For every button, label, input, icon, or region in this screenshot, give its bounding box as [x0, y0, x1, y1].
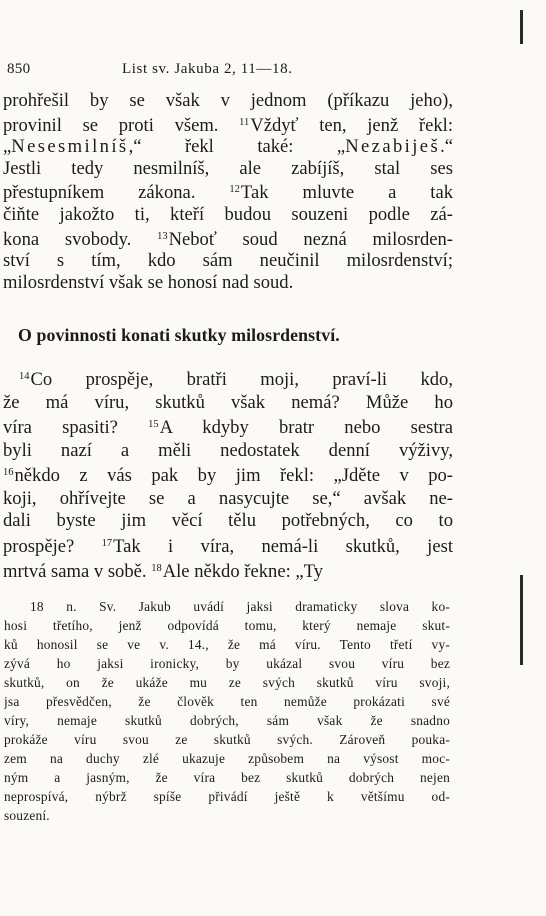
text-run: prohřešil by se však v jednom (příkazu jeho),	[3, 90, 453, 111]
text-run: milosrdenství však se honosí nad soud.	[3, 271, 294, 293]
text-run: provinil se proti všem.	[3, 114, 240, 136]
text-run: víra spasiti?	[3, 417, 149, 438]
text-line	[3, 488, 453, 511]
text-run: Co prospěje, bratři moji, praví-li kdo,	[30, 369, 453, 390]
text-run: Tak i víra, nemá-li skutků, jest	[113, 535, 453, 557]
text-run: koji, ohřívejte se a nasycujte se,“ avšak ne-	[3, 487, 453, 509]
verse-number: 15	[148, 419, 159, 430]
text-line	[3, 90, 453, 112]
verse-number: 18	[151, 563, 162, 574]
text-run: přestupníkem zákona.	[3, 182, 230, 204]
text-run: .“	[440, 136, 453, 158]
footnote-line: zývá ho jaksi ironicky, by ukázal svou víru bez	[4, 656, 450, 671]
text-run: Jestli tedy nesmilníš, ale zabíjíš, stal ses	[3, 157, 453, 179]
text-line	[3, 204, 453, 226]
text-line	[3, 250, 453, 272]
text-line	[3, 366, 453, 392]
text-run: Vždyť ten, jenž řekl:	[250, 114, 453, 136]
footnote-line: hosi třetího, jenž odpovídá tomu, který nemaje skut-	[4, 618, 450, 633]
footnote	[4, 597, 450, 825]
text-line	[3, 510, 453, 533]
text-run: prospěje?	[3, 535, 102, 557]
text-line	[3, 158, 453, 180]
text-line	[3, 414, 453, 440]
text-run: mrtvá sama v sobě.	[3, 561, 152, 582]
footnote-line: ným a jasným, že víra bez skutků dobrých nejen	[4, 770, 450, 785]
footnote-line: zem na duchy zlé ukazuje způsobem na výsost moc-	[4, 751, 450, 766]
text-run: ,“ řekl také: „	[128, 136, 346, 158]
text-line	[3, 533, 453, 559]
spaced-emphasis: Nezabiješ	[345, 136, 441, 158]
verse-number: 16	[3, 467, 14, 478]
text-run: Neboť soud nezná milosrden-	[168, 228, 453, 250]
footnote-line: prokáže víru svou ze skutků svých. Zároveň pouka-	[4, 732, 450, 747]
text-line	[3, 272, 453, 294]
paragraph-verses-14-18	[3, 366, 453, 584]
text-run: A kdyby bratr nebo sestra	[159, 417, 453, 438]
text-line	[3, 392, 453, 415]
running-title: List sv. Jakuba 2, 11—18.	[122, 61, 293, 77]
footnote-line: ků honosil se ve v. 14., že má víru. Tento třetí vy-	[4, 637, 450, 652]
text-line	[3, 226, 453, 251]
verse-number: 12	[229, 184, 240, 196]
text-line	[3, 558, 453, 584]
text-run: někdo z vás pak by jim řekl: „Jděte v po-	[14, 465, 453, 486]
text-run: ství s tím, kdo sám neučinil milosrdenství;	[3, 250, 453, 272]
text-run: dali byste jim věcí tělu potřebných, co to	[3, 510, 453, 531]
verse-number: 13	[157, 230, 168, 242]
text-line	[3, 136, 453, 158]
text-run: kona svobody.	[3, 228, 158, 250]
footnote-line: 18 n. Sv. Jakub uvádí jaksi dramaticky slova ko-	[30, 599, 450, 614]
spaced-emphasis: Nesesmilníš	[11, 136, 129, 158]
verse-number: 11	[239, 116, 250, 128]
text-run: Ale někdo řekne: „Ty	[162, 561, 324, 582]
text-line	[3, 462, 453, 488]
footnote-line: víry, nemaje skutků dobrých, sám však že snadno	[4, 713, 450, 728]
text-run: Tak mluvte a tak	[240, 182, 453, 204]
footnote-line: skutků, on že ukáže mu ze svých skutků víru svoji,	[4, 675, 450, 690]
text-run: že má víru, skutků však nemá? Může ho	[3, 391, 453, 413]
paragraph-verses-10-13	[3, 90, 453, 293]
footnote-line: neprospívá, nýbrž spíše přivádí ještě k většímu od-	[4, 789, 450, 804]
text-line	[3, 440, 453, 463]
page-header	[7, 61, 447, 83]
verse-number: 17	[101, 537, 113, 549]
margin-scan-mark	[520, 575, 523, 665]
section-heading: O povinnosti konati skutky milosrdenství.	[18, 325, 340, 345]
text-run: byli nazí a měli nedostatek denní výživy,	[3, 439, 453, 461]
footnote-line: jsa přesvědčen, že člověk ten nemůže prokázati své	[4, 694, 450, 709]
text-line	[3, 179, 453, 204]
margin-scan-mark	[520, 10, 523, 44]
text-line	[3, 112, 453, 137]
text-run: čiňte jakožto ti, kteří budou souzeni podle zá-	[3, 203, 453, 225]
footnote-line: souzení.	[4, 808, 50, 823]
text-run: „	[3, 136, 12, 158]
page-number: 850	[7, 61, 31, 77]
verse-number: 14	[19, 371, 30, 382]
